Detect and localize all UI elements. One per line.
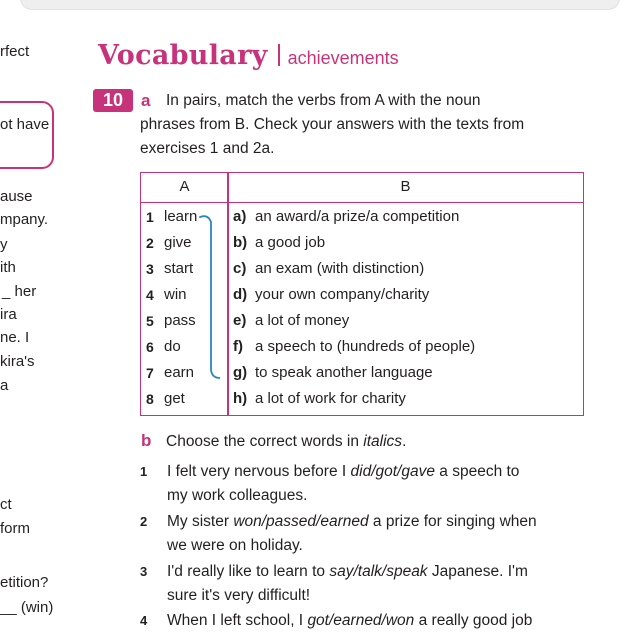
item-choices: got/earned/won [307,612,415,629]
section-subtitle: achievements [287,48,399,68]
part-b-instruction [166,430,406,453]
verb: learn [164,208,198,225]
left-fragment-line: a [0,377,9,394]
verb-number: 6 [146,339,154,355]
item-text: a prize for singing when [368,513,537,530]
answer-connector-line [198,210,220,382]
column-a-header: A [179,178,190,195]
verb-number: 1 [146,209,154,225]
item-line: my work colleagues. [167,487,308,504]
verb-number: 2 [146,235,154,251]
item-text: When I left school, I [167,612,308,629]
part-b-instruction-end: . [402,433,407,450]
phrase-letter: g) [233,364,248,381]
part-b-letter: b [141,431,152,450]
left-fragment-line: mpany. [0,211,49,228]
left-fragment-line: _ her [2,283,37,300]
phrase-letter: b) [233,234,248,251]
noun-phrase: a lot of money [255,312,350,329]
table-header-row [141,173,583,203]
left-fragment-line: __ (win) [0,599,54,616]
verb: get [164,390,185,407]
item-line: sure it's very difficult! [167,587,311,604]
item-choices: say/talk/speak [329,563,428,580]
left-fragment-line: ne. I [0,329,30,346]
phrase-letter: h) [233,390,248,407]
part-a-instruction-line: In pairs, match the verbs from A with the noun [166,92,481,109]
verb: win [164,286,187,303]
address-bar[interactable] [20,0,620,10]
left-fragment-line: ith [0,259,16,276]
noun-phrase: an exam (with distinction) [255,260,425,277]
item-text: I felt very nervous before I [167,463,351,480]
item-line [167,609,607,633]
noun-phrase: a lot of work for charity [255,390,406,407]
item-text: I'd really like to learn to [167,563,330,580]
part-a-letter: a [141,91,151,110]
verb: earn [164,364,195,381]
verb: do [164,338,181,355]
phrase-letter: f) [233,338,243,355]
part-a-instruction-line: phrases from B. Check your answers with the texts from [140,116,525,133]
verb: give [164,234,192,251]
section-heading [98,40,399,71]
heading-divider [278,44,280,66]
phrase-letter: c) [233,260,247,277]
section-title: Vocabulary [98,40,268,71]
left-fragment-line: ira [0,306,17,323]
noun-phrase: your own company/charity [255,286,430,303]
left-fragment-line: etition? [0,574,49,591]
verb: start [164,260,194,277]
verb-number: 8 [146,391,154,407]
left-fragment-line: ot have [0,116,50,133]
verb: pass [164,312,196,329]
table-row [141,386,583,412]
part-b-instruction-text: Choose the correct words in [166,433,364,450]
column-b-header: B [400,178,411,195]
verb-number: 7 [146,365,154,381]
left-fragment-line: rfect [0,43,30,60]
item-line: we were on holiday. [167,537,303,554]
item-number: 3 [140,564,148,579]
phrase-letter: e) [233,312,247,329]
verb-number: 5 [146,313,154,329]
exercise-number-badge: 10 [93,89,133,112]
item-number: 4 [140,613,148,628]
item-line [167,560,607,584]
item-text: Japanese. I'm [427,563,528,580]
noun-phrase: a good job [255,234,326,251]
item-text: a really good job [414,612,533,629]
item-text: a speech to [434,463,520,480]
left-fragment-box [0,101,54,169]
item-choices: did/got/gave [350,463,435,480]
left-fragment-line: form [0,520,30,537]
part-b-instruction-italic: italics [363,433,403,450]
item-line [167,510,607,534]
noun-phrase: an award/a prize/a competition [255,208,460,225]
phrase-letter: a) [233,208,247,225]
item-line [167,460,607,484]
item-number: 2 [140,514,148,529]
noun-phrase: a speech to (hundreds of people) [255,338,476,355]
browser-top-bar [0,0,640,20]
left-fragment-line: y [0,236,8,253]
left-fragment-line: ct [0,496,12,513]
left-fragment-line: ause [0,188,33,205]
left-page-fragment [0,0,62,640]
noun-phrase: to speak another language [255,364,433,381]
verb-number: 4 [146,287,154,303]
item-number: 1 [140,464,148,479]
item-text: My sister [167,513,234,530]
item-choices: won/passed/earned [233,513,369,530]
verb-number: 3 [146,261,154,277]
phrase-letter: d) [233,286,248,303]
part-a-instruction-line: exercises 1 and 2a. [140,140,275,157]
left-fragment-line: kira's [0,353,35,370]
